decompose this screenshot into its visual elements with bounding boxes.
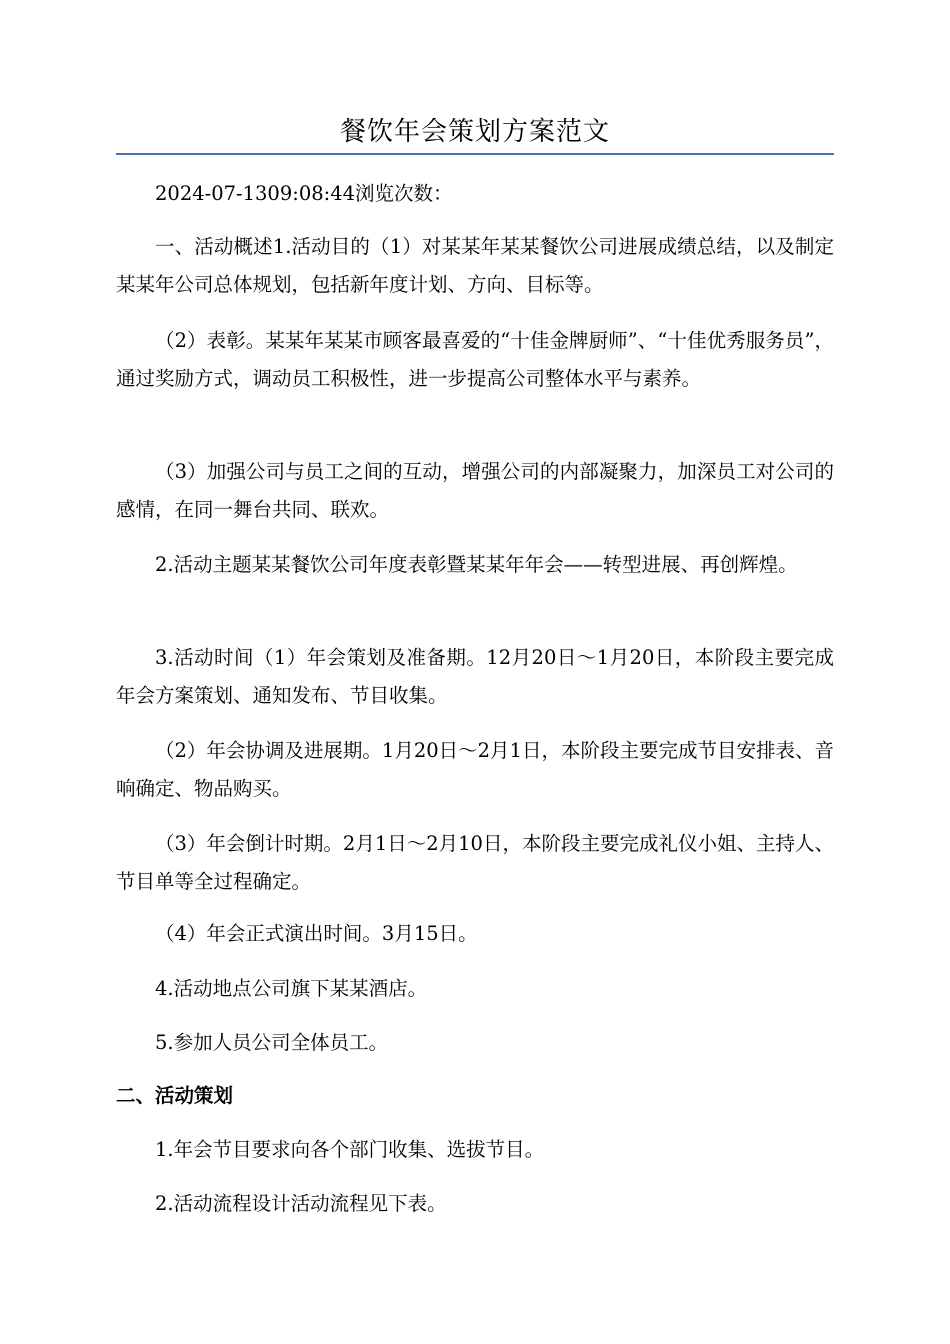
section-heading-planning: 二、活动策划	[116, 1084, 234, 1107]
document-title: 餐饮年会策划方案范文	[339, 117, 610, 147]
paragraph-theme: 2.活动主题某某餐饮公司年度表彰暨某某年年会——转型进展、再创辉煌。	[155, 553, 798, 576]
paragraph-program-requirements: 1.年会节目要求向各个部门收集、选拔节目。	[155, 1138, 545, 1161]
paragraph-flow-design: 2.活动流程设计活动流程见下表。	[155, 1192, 447, 1215]
paragraph-time-show: （4）年会正式演出时间。3月15日。	[155, 922, 478, 945]
paragraph-overview: 一、活动概述1.活动目的（1）对某某年某某餐饮公司进展成绩总结，以及制定某某年公司总体规划，包括新年度计划、方向、目标等。	[116, 235, 834, 296]
paragraph-commendation: （2）表彰。某某年某某市顾客最喜爱的“十佳金牌厨师”、“十佳优秀服务员”，通过奖励方式，调动员工积极性，进一步提高公司整体水平与素养。	[116, 329, 834, 390]
paragraph-time-coordination: （2）年会协调及进展期。1月20日～2月1日，本阶段主要完成节目安排表、音响确定、物品购买。	[116, 739, 834, 800]
meta-line: 2024-07-1309:08:44浏览次数：	[155, 182, 453, 205]
paragraph-time-countdown: （3）年会倒计时期。2月1日～2月10日，本阶段主要完成礼仪小姐、主持人、节目单等全过程确定。	[116, 832, 834, 893]
paragraph-interaction: （3）加强公司与员工之间的互动，增强公司的内部凝聚力，加深员工对公司的感情，在同一舞台共同、联欢。	[116, 460, 834, 521]
paragraph-time-planning: 3.活动时间（1）年会策划及准备期。12月20日～1月20日，本阶段主要完成年会方案策划、通知发布、节目收集。	[116, 646, 834, 707]
title-underline	[116, 153, 834, 155]
paragraph-venue: 4.活动地点公司旗下某某酒店。	[155, 977, 428, 1000]
paragraph-participants: 5.参加人员公司全体员工。	[155, 1031, 389, 1054]
